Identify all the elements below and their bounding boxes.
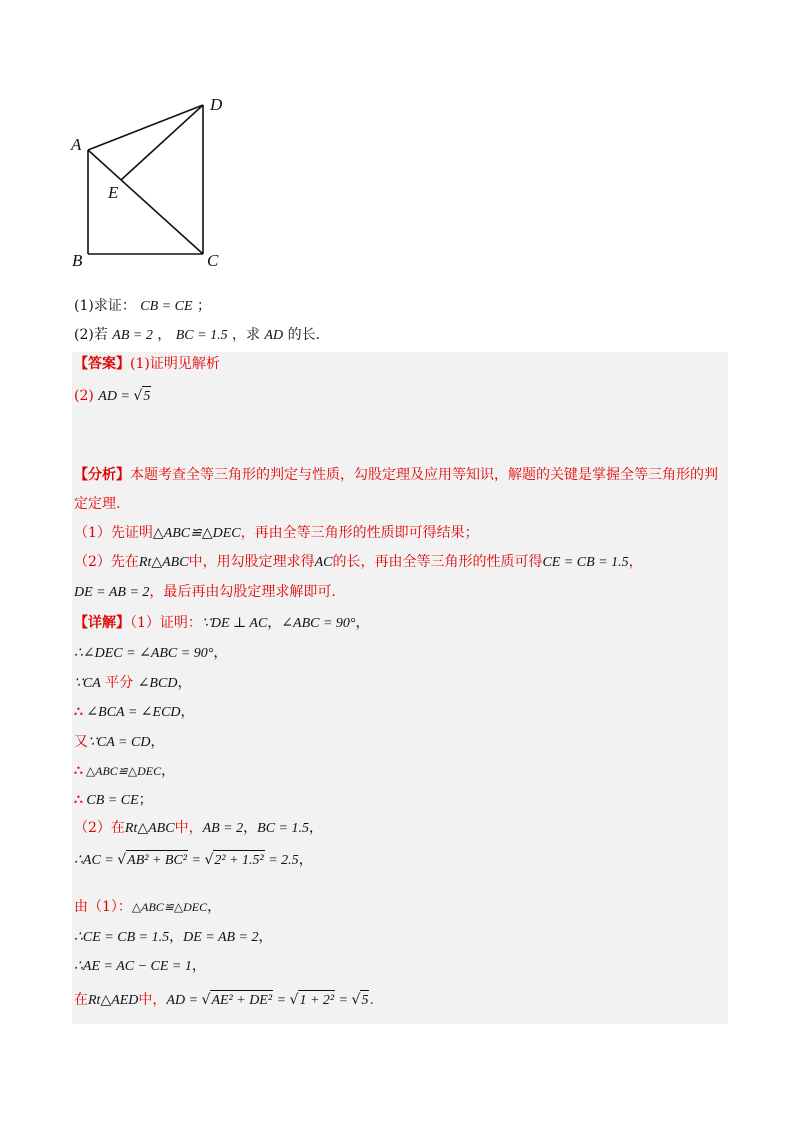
detail-l5-math: ∵CA = CD [88, 735, 151, 750]
answer-part2-rad: 5 [142, 386, 151, 407]
detail-line-5 [74, 732, 164, 753]
detail-line-12 [74, 956, 206, 977]
detail-l9-lhs: ∴AC = [74, 853, 118, 868]
detail-l13-mid: 中， [138, 992, 167, 1008]
detail-l4-math: ∠BCA = ∠ECD [82, 705, 181, 720]
detail-line-13: 在Rt△AED中，AD = √AE² + DE² = √1 + 2² = √5. [74, 990, 374, 1011]
analysis-line-1 [74, 465, 718, 485]
detail-l9-eq: = [188, 853, 205, 868]
detail-line-9: ∴AC = √AB² + BC² = √2² + 1.5² = 2.5， [74, 850, 313, 871]
detail-l12: ∴AE = AC − CE = 1 [74, 959, 192, 974]
detail-l7-math: CB = CE [82, 793, 139, 808]
question-2-mid1: ， [157, 327, 172, 343]
detail-l10-math: △ABC≌△DEC [131, 900, 208, 914]
analysis-step2-mid2: 的长，再由全等三角形的性质可得 [332, 554, 543, 570]
detail-l1-math: ∵DE ⊥ AC [201, 616, 268, 631]
detail-l13-rad2: 1 + 2² [298, 990, 335, 1011]
detail-l3-text: 平分 [100, 675, 138, 691]
detail-l1-end: ， [355, 615, 370, 631]
geometry-figure [66, 90, 256, 280]
detail-l3-math1: ∵CA [74, 676, 101, 691]
detail-l13-math1: Rt△AED [88, 993, 139, 1008]
detail-l11-end: ， [258, 929, 273, 945]
detail-line-8 [74, 818, 323, 839]
analysis-step1-math: △ABC≌△DEC [152, 526, 241, 541]
segment-AC [88, 150, 203, 254]
analysis-text: 本题考查全等三角形的判定与性质，勾股定理及应用等知识，解题的关键是掌握全等三角形的判 [130, 467, 718, 483]
answer-line-1 [74, 354, 220, 374]
segment-AD [88, 105, 203, 150]
detail-line-7 [74, 790, 153, 811]
detail-l13-rad1: AE² + DE² [210, 990, 273, 1011]
detail-line-2 [74, 643, 227, 664]
detail-l13-lhs: AD = [166, 993, 202, 1008]
detail-l13-eq2: = [335, 993, 352, 1008]
detail-l10-prefix: 由（1）： [74, 899, 132, 915]
detail-l2: ∴∠DEC = ∠ABC = 90° [74, 646, 214, 661]
detail-l13-rad3: 5 [360, 990, 369, 1011]
detail-l8-math3: BC = 1.5 [257, 821, 309, 836]
label-C: C [207, 251, 219, 270]
detail-l13-end: . [369, 992, 374, 1008]
analysis-step2-mid1: 中，用勾股定理求得 [188, 554, 315, 570]
segment-DE [121, 105, 203, 180]
detail-l5-end: ， [150, 734, 165, 750]
detail-l11-math1: ∴CE = CB = 1.5 [74, 930, 170, 945]
label-E: E [108, 183, 119, 202]
figure-svg [66, 90, 256, 280]
detail-l7-sym: ∴ [74, 792, 83, 808]
question-2-math1: AB = 2 [112, 328, 153, 343]
analysis-step-2b [74, 582, 336, 603]
detail-l10-end: ， [207, 899, 222, 915]
analysis-step2-math2: AC [314, 555, 333, 570]
question-2-math2: BC = 1.5 [175, 328, 228, 343]
detail-l8-math1: Rt△ABC [124, 821, 175, 836]
detail-l13-eq: = [273, 993, 290, 1008]
detail-l8-math2: AB = 2 [202, 821, 244, 836]
detail-l8-end: ， [308, 820, 323, 836]
question-1 [74, 296, 211, 317]
label-D: D [210, 95, 223, 114]
detail-l6-math: △ABC≌△DEC [82, 764, 162, 778]
detail-l8-mid: 中， [174, 820, 203, 836]
detail-l6-end: ， [161, 763, 176, 779]
detail-l4-end: ， [180, 704, 195, 720]
detail-l11-mid: ， [169, 929, 184, 945]
detail-l6-sym: ∴ [74, 763, 83, 779]
label-A: A [71, 135, 82, 154]
detail-l13-prefix: 在 [74, 992, 88, 1008]
question-1-math: CB = CE [140, 299, 193, 314]
analysis-step2-prefix: （2）先在 [74, 554, 139, 570]
detail-l5-text: 又 [74, 734, 88, 750]
detail-l9-res: = 2.5 [264, 853, 299, 868]
question-2 [74, 325, 320, 346]
answer-part2-lhs: AD = [98, 389, 134, 404]
detail-l8-prefix: （2）在 [74, 820, 125, 836]
analysis-step-1 [74, 523, 479, 544]
question-1-prefix: (1)求证： [74, 298, 136, 314]
question-2-mid2: ，求 [232, 327, 265, 343]
detail-l1-prefix: （1）证明： [130, 615, 202, 631]
detail-l1-mid: ， [267, 615, 282, 631]
question-2-math3: AD [264, 328, 284, 343]
detail-line-4 [74, 702, 195, 723]
label-B: B [72, 251, 83, 270]
analysis-step-2 [74, 552, 643, 573]
detail-line-6 [74, 761, 175, 781]
detail-l3-end: ， [177, 675, 192, 691]
question-2-prefix: (2)若 [74, 327, 113, 343]
detail-line-11 [74, 927, 273, 948]
detail-l2-end: ， [213, 645, 228, 661]
analysis-step2b-math: DE = AB = 2 [74, 585, 150, 600]
detail-line-3 [74, 673, 191, 694]
detail-line-1 [74, 613, 370, 634]
question-1-suffix: ； [196, 298, 211, 314]
detail-l1-math2: ∠ABC = 90° [281, 616, 356, 631]
detail-l12-end: ， [191, 958, 206, 974]
analysis-label: 【分析】 [74, 467, 130, 483]
detail-l7-end: ； [138, 792, 153, 808]
analysis-step2-math3: CE = CB = 1.5 [542, 555, 629, 570]
detail-l11-math2: DE = AB = 2 [183, 930, 259, 945]
detail-l9-end: ， [298, 852, 313, 868]
analysis-step1-suffix: ，再由全等三角形的性质即可得结果； [240, 525, 479, 541]
answer-label: 【答案】 [74, 356, 130, 372]
analysis-text2: 定定理. [74, 496, 121, 512]
analysis-step2b-text: ，最后再由勾股定理求解即可. [149, 584, 336, 600]
analysis-step2-math1: Rt△ABC [138, 555, 189, 570]
detail-l9-rad1: AB² + BC² [126, 850, 188, 871]
analysis-line-2 [74, 494, 120, 514]
analysis-step2-end: ， [628, 554, 643, 570]
detail-l4-sym: ∴ [74, 704, 83, 720]
analysis-step1-prefix: （1）先证明 [74, 525, 153, 541]
detail-label: 【详解】 [74, 615, 130, 631]
question-2-suffix: 的长. [287, 327, 321, 343]
answer-line-2: (2) AD = √5 [74, 386, 151, 407]
answer-part2-prefix: (2) [74, 388, 94, 404]
detail-line-10 [74, 897, 221, 917]
detail-l9-rad2: 2² + 1.5² [213, 850, 264, 871]
answer-part1: (1)证明见解析 [130, 356, 220, 372]
detail-l8-mid2: ， [243, 820, 258, 836]
detail-l3-math2: ∠BCD [137, 676, 178, 691]
